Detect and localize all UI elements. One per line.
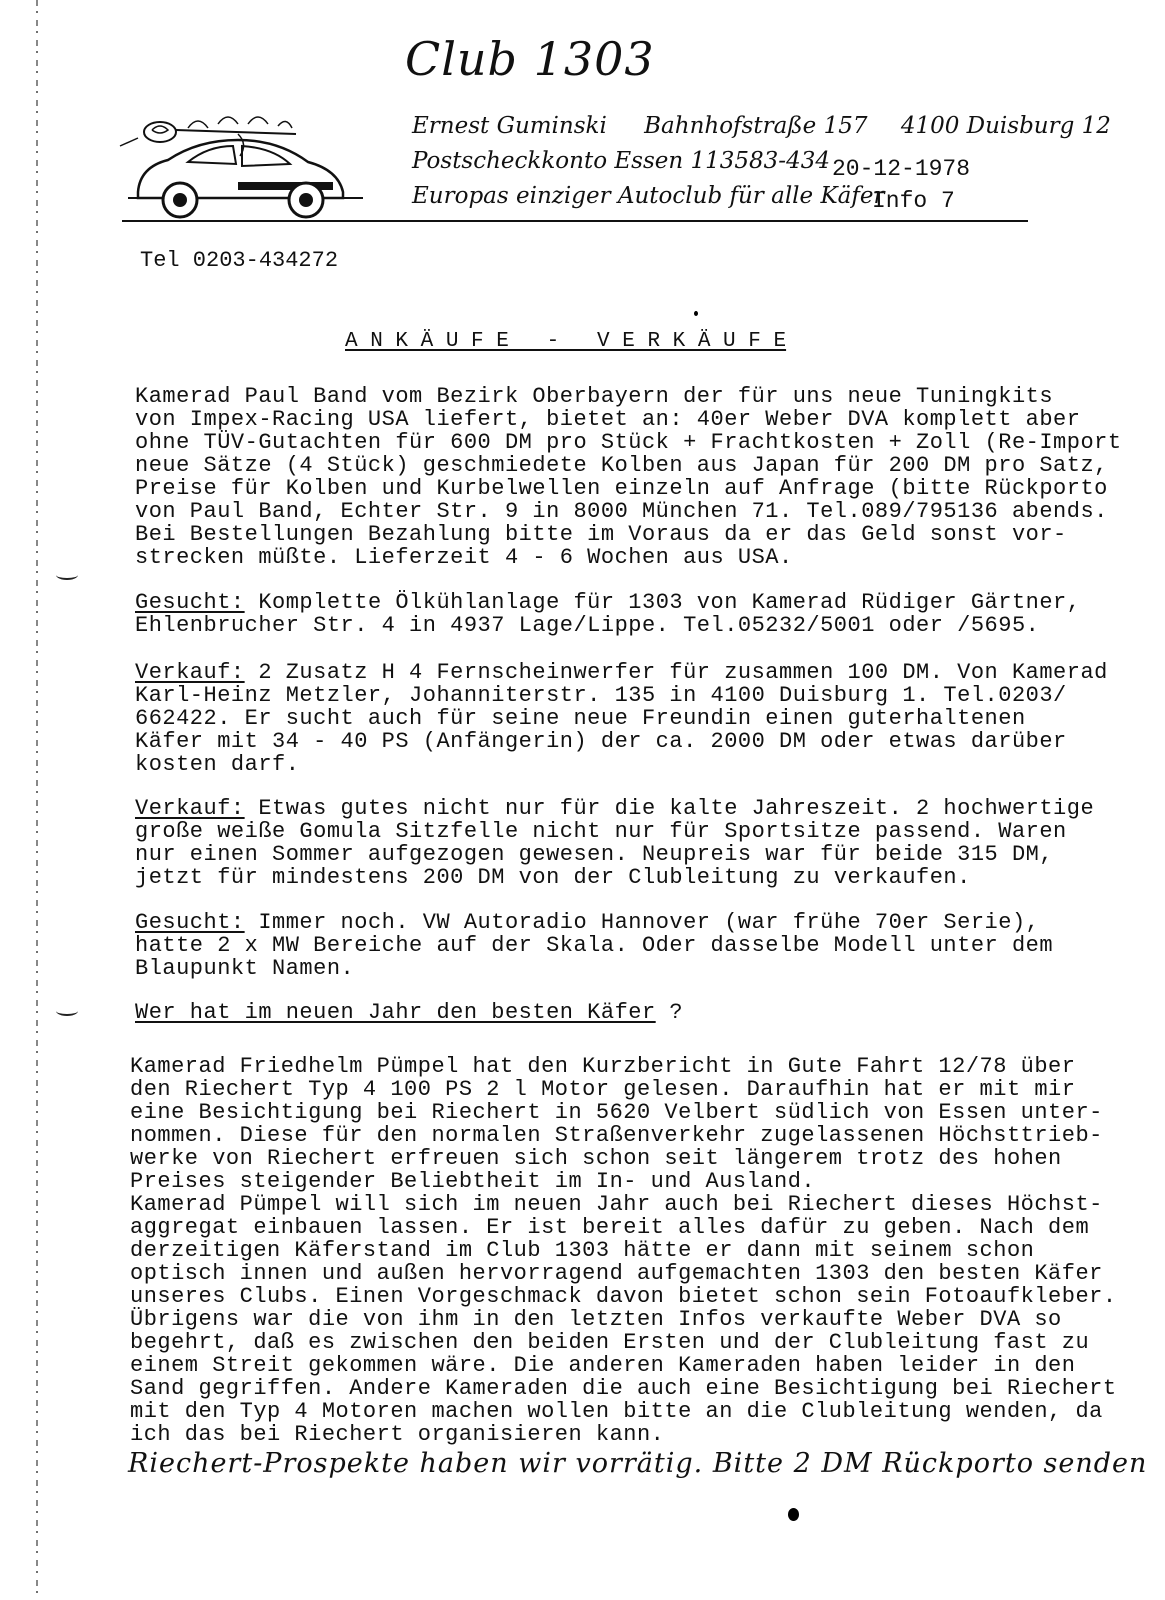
tagline: Europas einziger Autoclub für alle Käfer xyxy=(412,183,885,209)
ad-text: 2 Zusatz H 4 Fernscheinwerfer für zusammen 100 DM. Von Kamerad xyxy=(244,660,1108,685)
ink-dot xyxy=(788,1508,799,1521)
text-line: begehrt, daß es zwischen den beiden Ersten und der Clubleitung fast zu xyxy=(130,1330,1090,1355)
ad-line xyxy=(135,912,1039,934)
address-line xyxy=(412,113,1111,139)
document-date: 20-12-1978 xyxy=(832,156,971,182)
info-number: Info 7 xyxy=(872,188,955,214)
ad-label: Verkauf: xyxy=(135,796,245,821)
subheading-text: Wer hat im neuen Jahr den besten Käfer xyxy=(135,1000,656,1025)
text-line: Kamerad Pümpel will sich im neuen Jahr auch bei Riechert dieses Höchst- xyxy=(130,1192,1103,1217)
text-line: einem Streit gekommen wäre. Die anderen Kameraden haben leider in den xyxy=(130,1353,1076,1378)
ink-dot xyxy=(694,311,698,316)
text-line: nommen. Diese für den normalen Straßenverkehr zugelassenen Höchsttrieb- xyxy=(130,1123,1103,1148)
text-line: unseres Clubs. Einen Vorgeschmack davon bietet schon sein Fotoaufkleber. xyxy=(130,1284,1117,1309)
beetle-logo xyxy=(118,112,418,220)
ad-line: hatte 2 x MW Bereiche auf der Skala. Oder dasselbe Modell unter dem xyxy=(135,933,1054,958)
city: 4100 Duisburg 12 xyxy=(900,113,1111,139)
ad-label: Verkauf: xyxy=(135,660,245,685)
account-line: Postscheckkonto Essen 113583-434 xyxy=(412,148,830,174)
section-title: A N K Ä U F E - V E R K Ä U F E xyxy=(345,330,787,353)
phone: Tel 0203-434272 xyxy=(140,248,339,273)
text-line: werke von Riechert erfreuen sich schon seit längerem trotz des hohen xyxy=(130,1146,1062,1171)
ad-line xyxy=(135,798,1094,820)
ad-line: 662422. Er sucht auch für seine neue Freundin einen guterhaltenen xyxy=(135,706,1026,731)
text-line: aggregat einbauen lassen. Er ist bereit alles dafür zu geben. Nach dem xyxy=(130,1215,1090,1240)
ad-line xyxy=(135,662,1108,684)
beetle-car-icon xyxy=(118,112,418,220)
subheading xyxy=(135,1002,683,1024)
handwritten-note: Riechert-Prospekte haben wir vorrätig. Bitte 2 DM Rückporto senden xyxy=(128,1448,1148,1479)
punch-mark xyxy=(56,1006,78,1016)
ad-line xyxy=(135,592,1080,614)
text-line: von Paul Band, Echter Str. 9 in 8000 München 71. Tel.089/795136 abends. xyxy=(135,499,1108,524)
text-line: von Impex-Racing USA liefert, bietet an: 40er Weber DVA komplett aber xyxy=(135,407,1081,432)
ad-text: Komplette Ölkühlanlage für 1303 von Kamerad Rüdiger Gärtner, xyxy=(244,590,1081,615)
ad-line: nur einen Sommer aufgezogen gewesen. Neupreis war für beide 315 DM, xyxy=(135,842,1054,867)
club-title: Club 1303 xyxy=(405,32,655,86)
ad-label: Gesucht: xyxy=(135,910,245,935)
text-line: den Riechert Typ 4 100 PS 2 l Motor gelesen. Daraufhin hat er mit mir xyxy=(130,1077,1076,1102)
text-line: mit den Typ 4 Motoren machen wollen bitte an die Clubleitung wenden, da xyxy=(130,1399,1103,1424)
ad-line: Käfer mit 34 - 40 PS (Anfängerin) der ca. 2000 DM oder etwas darüber xyxy=(135,729,1067,754)
text-line: ich das bei Riechert organisieren kann. xyxy=(130,1422,665,1447)
text-line: Sand gegriffen. Andere Kameraden die auch eine Besichtigung bei Riechert xyxy=(130,1376,1117,1401)
ad-label: Gesucht: xyxy=(135,590,245,615)
ad-line: Blaupunkt Namen. xyxy=(135,956,355,981)
street: Bahnhofstraße 157 xyxy=(644,113,868,139)
ad-text: Etwas gutes nicht nur für die kalte Jahreszeit. 2 hochwertige xyxy=(244,796,1095,821)
text-line: Preises steigender Beliebtheit im In- und Ausland. xyxy=(130,1169,816,1194)
ad-line: jetzt für mindestens 200 DM von der Clubleitung zu verkaufen. xyxy=(135,865,971,890)
text-line: derzeitigen Käferstand im Club 1303 hätte er dann mit seinem schon xyxy=(130,1238,1035,1263)
text-line: strecken müßte. Lieferzeit 4 - 6 Wochen aus USA. xyxy=(135,545,793,570)
text-line: eine Besichtigung bei Riechert in 5620 Velbert südlich von Essen unter- xyxy=(130,1100,1103,1125)
text-line: Kamerad Friedhelm Pümpel hat den Kurzbericht in Gute Fahrt 12/78 über xyxy=(130,1054,1076,1079)
header-rule xyxy=(122,220,1028,222)
text-line: Bei Bestellungen Bezahlung bitte im Voraus da er das Geld sonst vor- xyxy=(135,522,1067,547)
name: Ernest Guminski xyxy=(412,113,607,139)
ad-line: Ehlenbrucher Str. 4 in 4937 Lage/Lippe. Tel.05232/5001 oder /5695. xyxy=(135,613,1040,638)
text-line: Kamerad Paul Band vom Bezirk Oberbayern der für uns neue Tuningkits xyxy=(135,384,1054,409)
text-line: Preise für Kolben und Kurbelwellen einzeln auf Anfrage (bitte Rückporto xyxy=(135,476,1108,501)
ad-line: große weiße Gomula Sitzfelle nicht nur für Sportsitze passend. Waren xyxy=(135,819,1067,844)
punch-mark xyxy=(56,570,78,580)
ad-line: kosten darf. xyxy=(135,752,300,777)
subheading-mark: ? xyxy=(655,1000,684,1025)
ad-line: Karl-Heinz Metzler, Johanniterstr. 135 in 4100 Duisburg 1. Tel.0203/ xyxy=(135,683,1067,708)
ad-text: Immer noch. VW Autoradio Hannover (war frühe 70er Serie), xyxy=(244,910,1040,935)
text-line: ohne TÜV-Gutachten für 600 DM pro Stück + Frachtkosten + Zoll (Re-Import xyxy=(135,430,1122,455)
text-line: neue Sätze (4 Stück) geschmiedete Kolben aus Japan für 200 DM pro Satz, xyxy=(135,453,1108,478)
text-line: Übrigens war die von ihm in den letzten Infos verkaufte Weber DVA so xyxy=(130,1307,1062,1332)
text-line: optisch innen und außen hervorragend aufgemachten 1303 den besten Käfer xyxy=(130,1261,1103,1286)
scan-edge-marks xyxy=(36,0,38,1600)
